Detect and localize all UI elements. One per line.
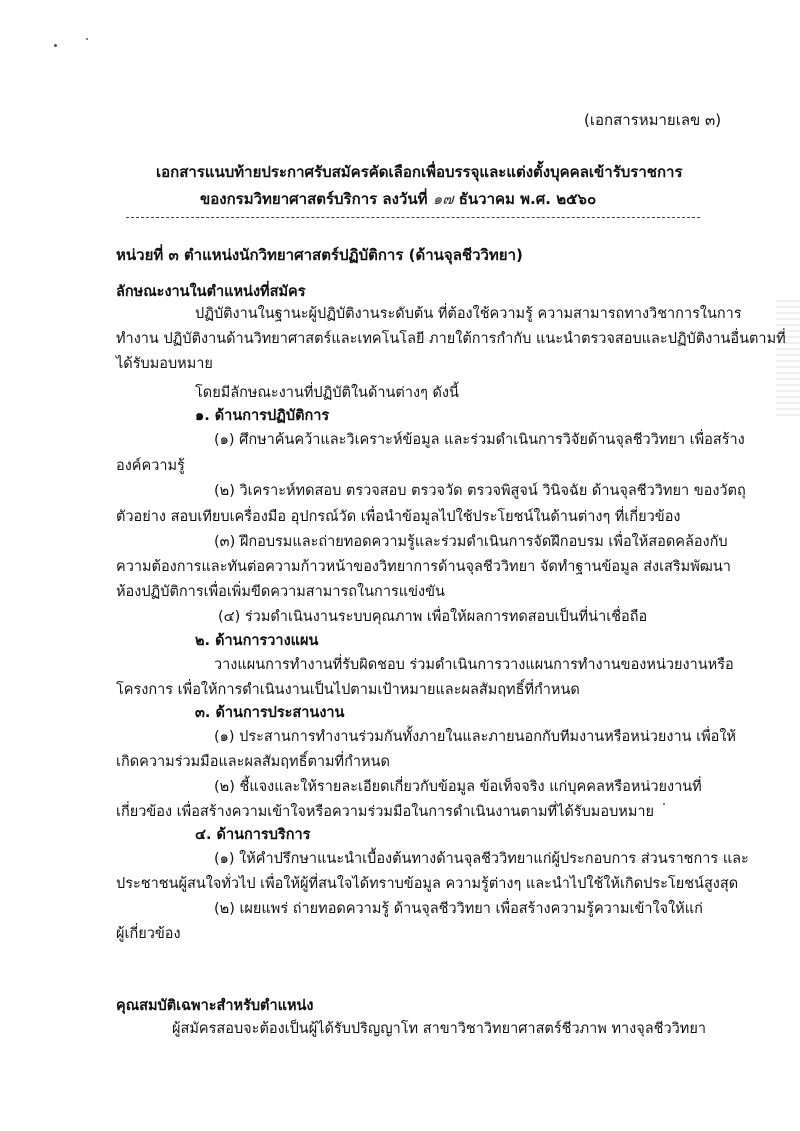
document-title-line1: เอกสารแนบท้ายประกาศรับสมัครคัดเลือกเพื่อบรรจุและแต่งตั้งบุคคลเข้ารับราชการ	[156, 163, 683, 181]
section-heading-operations: ๑. ด้านการปฏิบัติการ	[195, 408, 330, 424]
intro-line: ปฏิบัติงานในฐานะผู้ปฏิบัติงานระดับต้น ที่ต้องใช้ความรู้ ความสามารถทางวิชาการในการ	[195, 306, 742, 322]
operations-line: ตัวอย่าง สอบเทียบเครื่องมือ อุปกรณ์วัด เพื่อนำข้อมูลไปใช้ประโยชน์ในด้านต่างๆ ที่เกี่ยวข้อง	[116, 509, 681, 525]
section-heading-planning: ๒. ด้านการวางแผน	[195, 633, 319, 649]
planning-line: โครงการ เพื่อให้การดำเนินงานเป็นไปตามเป้าหมายและผลสัมฤทธิ์ที่กำหนด	[116, 682, 580, 698]
handwritten-date: ๑๗	[432, 190, 454, 208]
document-title-line2	[200, 190, 596, 208]
scan-speck	[86, 38, 88, 40]
document-number: (เอกสารหมายเลข ๓)	[584, 111, 722, 129]
qualification-text: ผู้สมัครสอบจะต้องเป็นผู้ได้รับปริญญาโท สาขาวิชาวิทยาศาสตร์ชีวภาพ ทางจุลชีววิทยา	[172, 1021, 706, 1037]
operations-line: (๒) วิเคราะห์ทดสอบ ตรวจสอบ ตรวจวัด ตรวจพิสูจน์ วินิจฉัย ด้านจุลชีววิทยา ของวัตถุ	[214, 483, 746, 499]
service-line: ประชาชนผู้สนใจทั่วไป เพื่อให้ผู้ที่สนใจได้ทราบข้อมูล ความรู้ต่างๆ และนำไปใช้ให้เกิดประโยชน์สูงสุด	[116, 876, 739, 892]
service-line: (๑) ให้คำปรึกษาแนะนำเบื้องต้นทางด้านจุลชีววิทยาแก่ผู้ประกอบการ ส่วนราชการ และ	[214, 851, 749, 867]
duties-intro: โดยมีลักษณะงานที่ปฏิบัติในด้านต่างๆ ดังนี้	[195, 385, 459, 401]
service-line: ผู้เกี่ยวข้อง	[116, 926, 181, 942]
scan-speck	[663, 803, 665, 805]
qualification-heading: คุณสมบัติเฉพาะสำหรับตำแหน่ง	[116, 998, 314, 1014]
operations-line: (๑) ศึกษาค้นคว้าและวิเคราะห์ข้อมูล และร่วมดำเนินการวิจัยด้านจุลชีววิทยา เพื่อสร้าง	[214, 432, 745, 448]
operations-line: ห้องปฏิบัติการเพื่อเพิ่มขีดความสามารถในการแข่งขัน	[116, 584, 445, 600]
unit-heading: หน่วยที่ ๓ ตำแหน่งนักวิทยาศาสตร์ปฏิบัติการ (ด้านจุลชีววิทยา)	[116, 246, 523, 264]
job-description-heading: ลักษณะงานในตำแหน่งที่สมัคร	[116, 284, 306, 300]
coordination-line: เกี่ยวข้อง เพื่อสร้างความเข้าใจหรือความร่วมมือในการดำเนินงานตามที่ได้รับมอบหมาย	[116, 804, 655, 820]
planning-line: วางแผนการทำงานที่รับผิดชอบ ร่วมดำเนินการวางแผนการทำงานของหน่วยงานหรือ	[214, 657, 734, 673]
coordination-line: (๒) ชี้แจงและให้รายละเอียดเกี่ยวกับข้อมูล ข้อเท็จจริง แก่บุคคลหรือหน่วยงานที่	[214, 779, 702, 795]
coordination-line: เกิดความร่วมมือและผลสัมฤทธิ์ตามที่กำหนด	[116, 754, 390, 770]
scan-edge-noise	[776, 300, 800, 420]
operations-line: (๓) ฝึกอบรมและถ่ายทอดความรู้และร่วมดำเนินการจัดฝึกอบรม เพื่อให้สอดคล้องกับ	[214, 534, 728, 550]
coordination-line: (๑) ประสานการทำงานร่วมกันทั้งภายในและภายนอกกับทีมงานหรือหน่วยงาน เพื่อให้	[214, 729, 736, 745]
section-heading-coordination: ๓. ด้านการประสานงาน	[195, 705, 345, 721]
intro-line: ทำงาน ปฏิบัติงานด้านวิทยาศาสตร์และเทคโนโลยี ภายใต้การกำกับ แนะนำตรวจสอบและปฏิบัติงานอื่นตามที่	[116, 331, 786, 347]
title-prefix: ของกรมวิทยาศาสตร์บริการ ลงวันที่	[200, 190, 428, 208]
service-line: (๒) เผยแพร่ ถ่ายทอดความรู้ ด้านจุลชีววิทยา เพื่อสร้างความรู้ความเข้าใจให้แก่	[214, 901, 703, 917]
scan-speck	[54, 44, 57, 47]
separator-line	[126, 217, 700, 218]
operations-line: (๔) ร่วมดำเนินงานระบบคุณภาพ เพื่อให้ผลการทดสอบเป็นที่น่าเชื่อถือ	[218, 609, 648, 625]
operations-line: องค์ความรู้	[116, 458, 185, 474]
title-suffix: ธันวาคม พ.ศ. ๒๕๖๐	[458, 190, 597, 208]
section-heading-service: ๔. ด้านการบริการ	[195, 827, 311, 843]
intro-line: ได้รับมอบหมาย	[116, 356, 213, 372]
operations-line: ความต้องการและทันต่อความก้าวหน้าของวิทยาการด้านจุลชีววิทยา จัดทำฐานข้อมูล ส่งเสริมพัฒนา	[116, 559, 731, 575]
